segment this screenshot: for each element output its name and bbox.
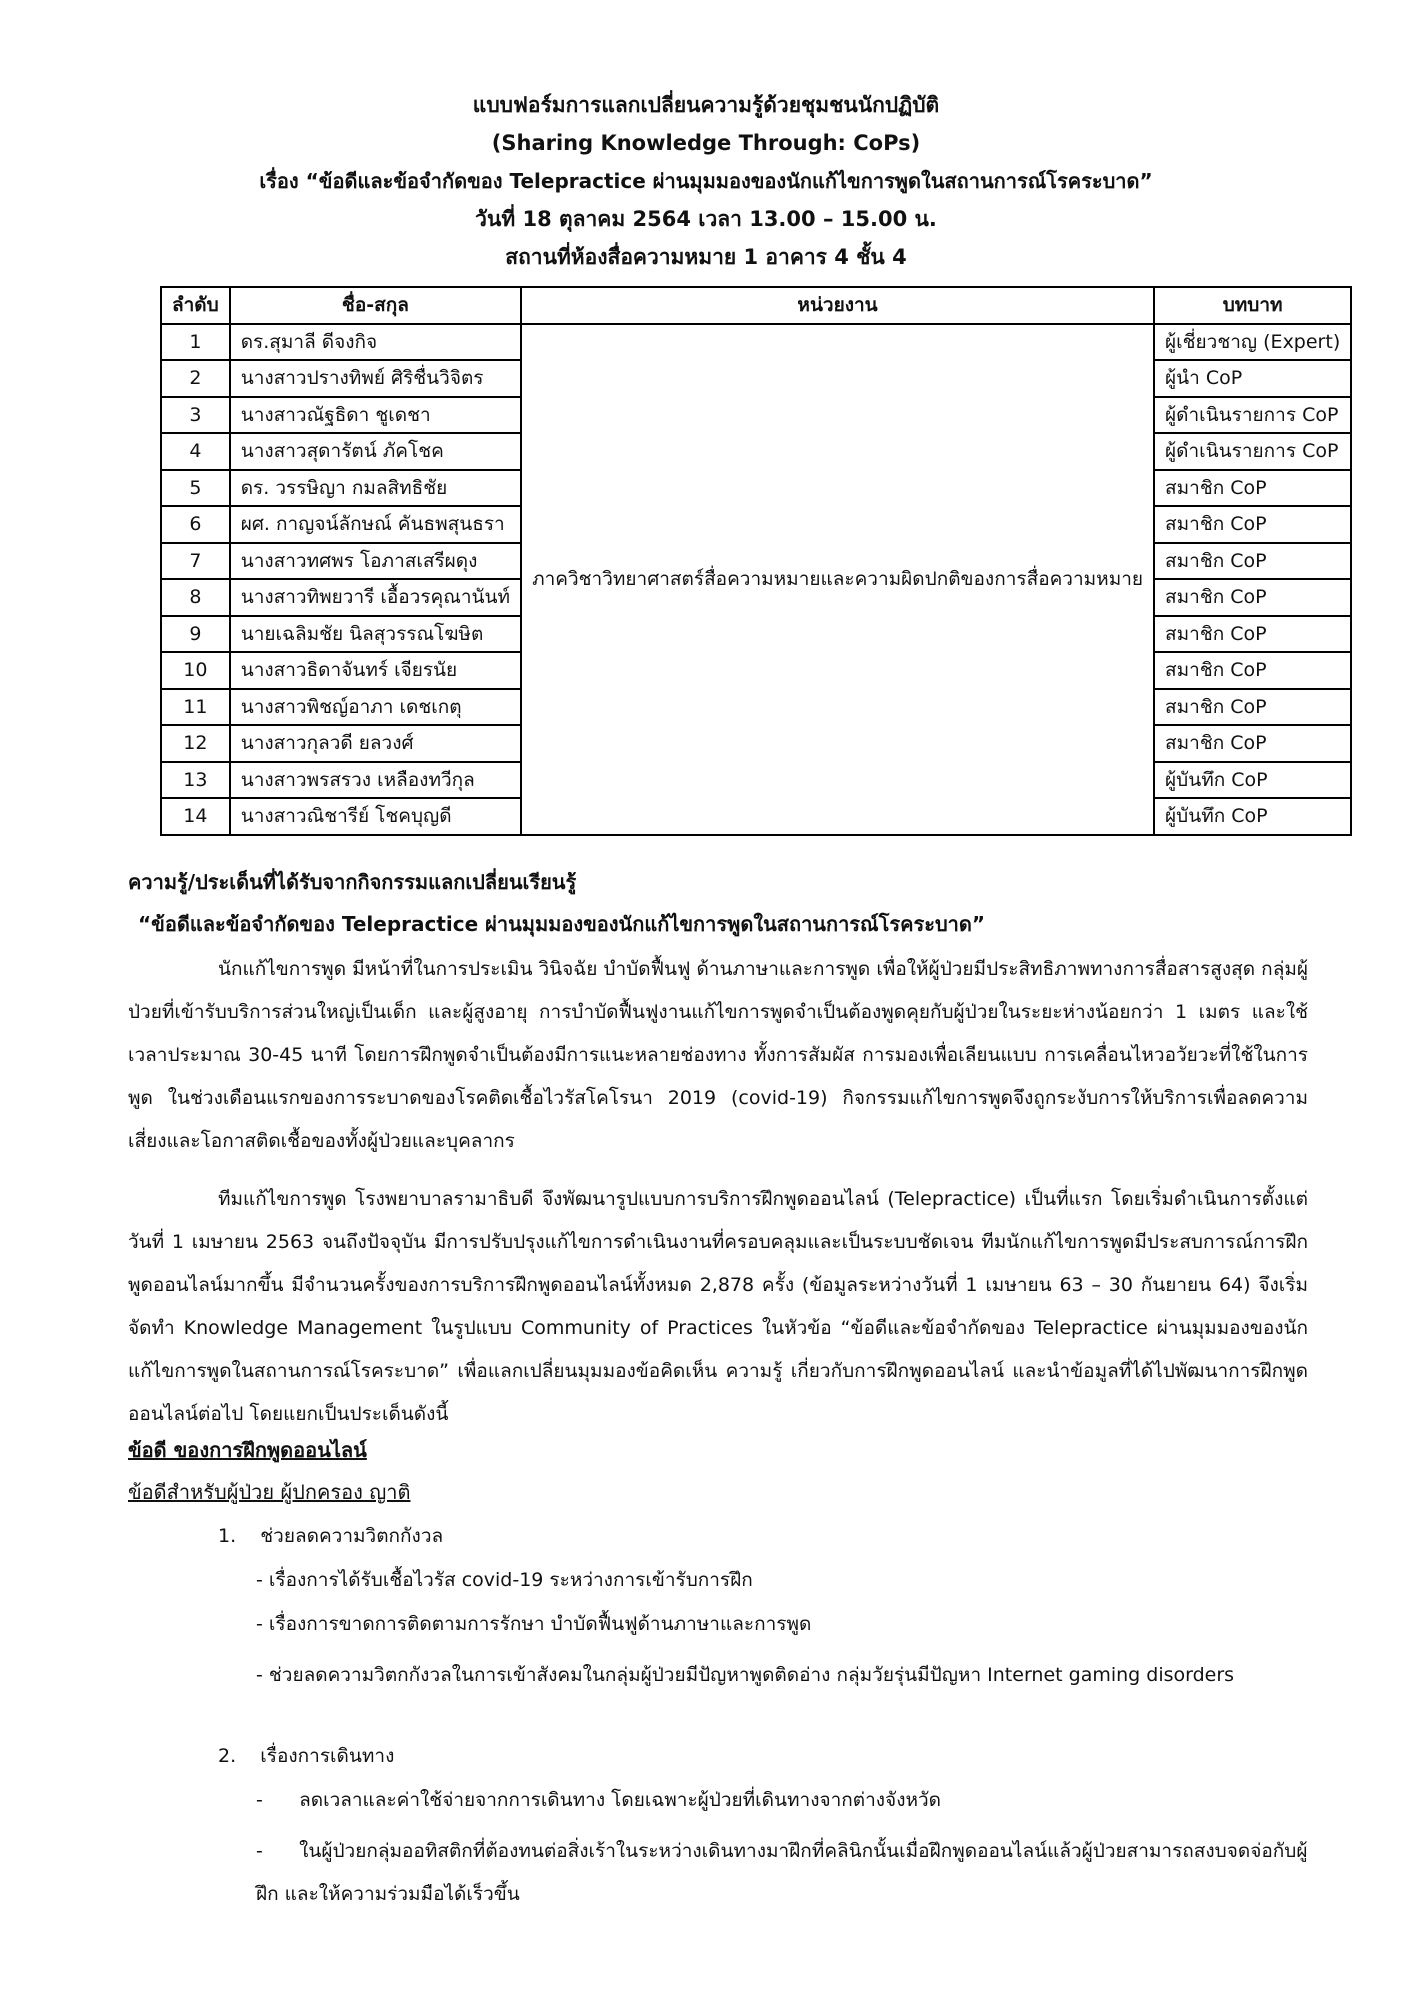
advantage-item-1: 1. ช่วยลดความวิตกกังวล: [218, 1525, 444, 1547]
advantage-item-2-sub: - ลดเวลาและค่าใช้จ่ายจากการเดินทาง โดยเฉพาะผู้ป่วยที่เดินทางจากต่างจังหวัด: [256, 1789, 942, 1811]
member-name: นายเฉลิมชัย นิลสุวรรณโฆษิต: [230, 616, 521, 653]
knowledge-heading: ความรู้/ประเด็นที่ได้รับจากกิจกรรมแลกเปลี่ยนเรียนรู้: [128, 870, 577, 894]
member-name: นางสาวณิชารีย์ โชคบุญดี: [230, 798, 521, 835]
form-date: วันที่ 18 ตุลาคม 2564 เวลา 13.00 – 15.00 น.: [475, 207, 937, 231]
row-number: 7: [161, 543, 230, 580]
member-name: นางสาวณัฐธิดา ชูเดชา: [230, 397, 521, 434]
member-name: นางสาวสุดารัตน์ ภัคโชค: [230, 433, 521, 470]
member-role: สมาชิก CoP: [1154, 652, 1351, 689]
member-role: ผู้ดำเนินรายการ CoP: [1154, 433, 1351, 470]
col-header-role: บทบาท: [1154, 287, 1351, 324]
member-name: นางสาวธิดาจันทร์ เจียรนัย: [230, 652, 521, 689]
member-role: สมาชิก CoP: [1154, 543, 1351, 580]
advantage-item-1-sub: - ช่วยลดความวิตกกังวลในการเข้าสังคมในกลุ่มผู้ป่วยมีปัญหาพูดติดอ่าง กลุ่มวัยรุ่นมีปัญหา Internet gaming disorders: [256, 1664, 1235, 1686]
advantage-item-1-sub: - เรื่องการขาดการติดตามการรักษา บำบัดฟื้นฟูด้านภาษาและการพูด: [256, 1613, 812, 1635]
intro-paragraph: นักแก้ไขการพูด มีหน้าที่ในการประเมิน วินิจฉัย บำบัดฟื้นฟู ด้านภาษาและการพูด เพื่อให้ผู้ป่วยมีประสิทธิภาพทางการสื่อสารสูงสุด กลุ่มผู้ป่วยที่เข้ารับบริการส่วนใหญ่เป็นเด็ก และผู้สูงอายุ การบำบัดฟื้นฟูงานแก้ไขการพูดจำเป็นต้องพูดคุยกับผู้ป่วยในระยะห่างน้อยกว่า 1 เมตร และใช้เวลาประมาณ 30-45 นาที โดยการฝึกพูดจำเป็นต้องมีการแนะหลายช่องทาง ทั้งการสัมผัส การมองเพื่อเลียนแบบ การเคลื่อนไหวอวัยวะที่ใช้ในการพูด ในช่วงเดือนแรกของการระบาดของโรคติดเชื้อไวรัสโคโรนา 2019 (covid-19) กิจกรรมแก้ไขการพูดจึงถูกระงับการให้บริการเพื่อลดความเสี่ยงและโอกาสติดเชื้อของทั้งผู้ป่วยและบุคลากร: [128, 958, 1308, 1152]
advantages-subheading: ข้อดีสำหรับผู้ป่วย ผู้ปกครอง ญาติ: [128, 1480, 411, 1504]
form-location: สถานที่ห้องสื่อความหมาย 1 อาคาร 4 ชั้น 4: [505, 245, 907, 269]
member-name: นางสาวทศพร โอภาสเสรีผดุง: [230, 543, 521, 580]
row-number: 10: [161, 652, 230, 689]
member-name: นางสาวพิชญ์อาภา เดชเกตุ: [230, 689, 521, 726]
row-number: 5: [161, 470, 230, 507]
member-role: สมาชิก CoP: [1154, 689, 1351, 726]
member-role: สมาชิก CoP: [1154, 725, 1351, 762]
member-name: ดร.สุมาลี ดีจงกิจ: [230, 324, 521, 361]
row-number: 13: [161, 762, 230, 799]
advantage-item-2: 2. เรื่องการเดินทาง: [218, 1745, 395, 1767]
member-role: สมาชิก CoP: [1154, 470, 1351, 507]
row-number: 8: [161, 579, 230, 616]
row-number: 12: [161, 725, 230, 762]
member-name: ผศ. กาญจน์ลักษณ์ คันธพสุนธรา: [230, 506, 521, 543]
member-name: นางสาวทิพยวารี เอื้อวรคุณานันท์: [230, 579, 521, 616]
col-header-no: ลำดับ: [161, 287, 230, 324]
row-number: 4: [161, 433, 230, 470]
form-subtitle: (Sharing Knowledge Through: CoPs): [491, 131, 921, 155]
member-role: สมาชิก CoP: [1154, 506, 1351, 543]
advantages-heading: ข้อดี ของการฝึกพูดออนไลน์: [128, 1438, 367, 1462]
member-name: นางสาวกุลวดี ยลวงศ์: [230, 725, 521, 762]
member-role: สมาชิก CoP: [1154, 579, 1351, 616]
member-role: ผู้นำ CoP: [1154, 360, 1351, 397]
member-role: ผู้ดำเนินรายการ CoP: [1154, 397, 1351, 434]
advantage-item-1-sub: - เรื่องการได้รับเชื้อไวรัส covid-19 ระหว่างการเข้ารับการฝึก: [256, 1569, 753, 1591]
member-name: นางสาวพรสรวง เหลืองทวีกุล: [230, 762, 521, 799]
col-header-unit: หน่วยงาน: [521, 287, 1154, 324]
advantage-item-2-sub: - ในผู้ป่วยกลุ่มออทิสติกที่ต้องทนต่อสิ่งเร้าในระหว่างเดินทางมาฝึกที่คลินิกนั้นเมื่อฝึกพูดออนไลน์แล้วผู้ป่วยสามารถสงบจดจ่อกับผู้ฝึก และให้ความร่วมมือได้เร็วขึ้น: [256, 1840, 1308, 1905]
knowledge-topic: “ข้อดีและข้อจำกัดของ Telepractice ผ่านมุมมองของนักแก้ไขการพูดในสถานการณ์โรคระบาด”: [138, 912, 986, 936]
member-table: [160, 286, 1352, 836]
member-role: ผู้บันทึก CoP: [1154, 798, 1351, 835]
department-cell: ภาควิชาวิทยาศาสตร์สื่อความหมายและความผิดปกติของการสื่อความหมาย: [521, 324, 1154, 835]
form-topic: เรื่อง “ข้อดีและข้อจำกัดของ Telepractice ผ่านมุมมองของนักแก้ไขการพูดในสถานการณ์โรคระบาด”: [259, 169, 1153, 193]
member-role: ผู้บันทึก CoP: [1154, 762, 1351, 799]
row-number: 14: [161, 798, 230, 835]
background-paragraph: ทีมแก้ไขการพูด โรงพยาบาลรามาธิบดี จึงพัฒนารูปแบบการบริการฝึกพูดออนไลน์ (Telepractice) เป็นที่แรก โดยเริ่มดำเนินการตั้งแต่ วันที่ 1 เมษายน 2563 จนถึงปัจจุบัน มีการปรับปรุงแก้ไขการดำเนินงานที่ครอบคลุมและเป็นระบบชัดเจน ทีมนักแก้ไขการพูดมีประสบการณ์การฝึกพูดออนไลน์มากขึ้น มีจำนวนครั้งของการบริการฝึกพูดออนไลน์ทั้งหมด 2,878 ครั้ง (ข้อมูลระหว่างวันที่ 1 เมษายน 63 – 30 กันยายน 64) จึงเริ่มจัดทำ Knowledge Management ในรูปแบบ Community of Practices ในหัวข้อ “ข้อดีและข้อจำกัดของ Telepractice ผ่านมุมมองของนักแก้ไขการพูดในสถานการณ์โรคระบาด” เพื่อแลกเปลี่ยนมุมมองข้อคิดเห็น ความรู้ เกี่ยวกับการฝึกพูดออนไลน์ และนำข้อมูลที่ได้ไปพัฒนาการฝึกพูดออนไลน์ต่อไป โดยแยกเป็นประเด็นดังนี้: [128, 1188, 1308, 1425]
row-number: 3: [161, 397, 230, 434]
row-number: 11: [161, 689, 230, 726]
member-role: ผู้เชี่ยวชาญ (Expert): [1154, 324, 1351, 361]
row-number: 9: [161, 616, 230, 653]
table-row: [161, 324, 1351, 361]
member-role: สมาชิก CoP: [1154, 616, 1351, 653]
col-header-name: ชื่อ-สกุล: [230, 287, 521, 324]
row-number: 6: [161, 506, 230, 543]
row-number: 1: [161, 324, 230, 361]
member-name: ดร. วรรษิญา กมลสิทธิชัย: [230, 470, 521, 507]
row-number: 2: [161, 360, 230, 397]
table-header-row: [161, 287, 1351, 324]
form-title: แบบฟอร์มการแลกเปลี่ยนความรู้ด้วยชุมชนนักปฏิบัติ: [472, 93, 940, 117]
member-name: นางสาวปรางทิพย์ ศิริชื่นวิจิตร: [230, 360, 521, 397]
